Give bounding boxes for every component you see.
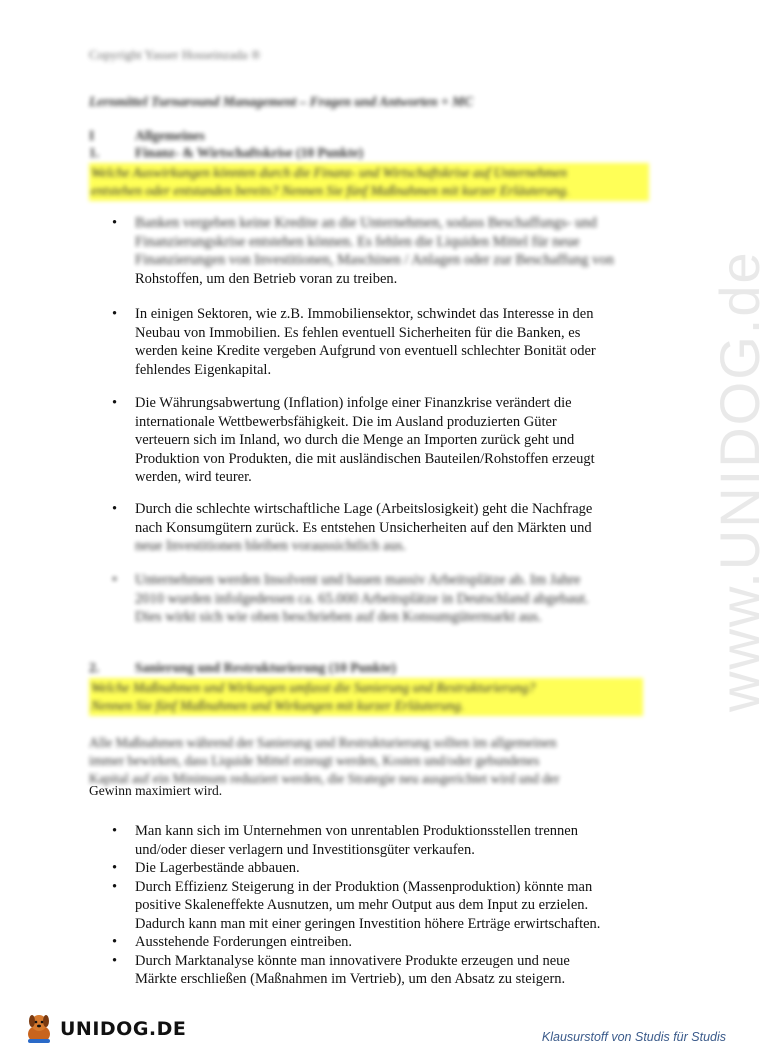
- list-item: [112, 305, 652, 379]
- question-line: Welche Auswirkungen könnten durch die Finanz- und Wirtschaftskrise auf Unternehmen: [91, 165, 568, 180]
- intro-line: Kapital auf ein Minimum reduziert werden, die Strategie neu ausgerichtet wird und der: [89, 771, 560, 786]
- section-roman-title: Allgemeines: [135, 128, 205, 143]
- bullet-line: Dadurch kann man mit einer geringen Investition höhere Erträge erwirtschaften.: [135, 915, 601, 932]
- unidog-logo[interactable]: [22, 1012, 186, 1046]
- section-1-bullets: [112, 305, 652, 379]
- question-line: Welche Maßnahmen und Wirkungen umfasst die Sanierung und Restrukturierung?: [91, 680, 536, 695]
- section-1-bullets: [112, 571, 652, 627]
- copyright-line: Copyright Yasser Hosseinzada ®: [89, 47, 261, 62]
- section-1-heading: [89, 145, 363, 161]
- list-item: [112, 500, 652, 556]
- bullet-line: Neubau von Immobilien. Es fehlen eventuell Sicherheiten für die Banken, es: [135, 324, 581, 341]
- bullet-line: Dies wirkt sich wie oben beschrieben auf den Konsumgütermarkt aus.: [135, 609, 542, 625]
- bullet-line: • Durch die schlechte wirtschaftliche Lage (Arbeitslosigkeit) geht die Nachfrage: [135, 501, 593, 517]
- section-1-bullets: [112, 500, 652, 556]
- bullet-line: Produktion von Produkten, die mit ausländischen Bauteilen/Rohstoffen erzeugt: [135, 450, 595, 467]
- section-2-number: 2.: [89, 660, 100, 675]
- intro-line: Gewinn maximiert wird.: [89, 783, 223, 798]
- bullet-line: und/oder dieser verlagern und Investitionsgüter verkaufen.: [135, 841, 475, 858]
- bullet-line: • Die Lagerbestände abbauen.: [135, 860, 300, 876]
- bullet-line: • Unternehmen werden Insolvent und bauen massiv Arbeitsplätze ab. Im Jahre: [135, 572, 581, 588]
- bullet-line: • Banken vergeben keine Kredite an die Unternehmen, sodass Beschaffungs- und: [135, 215, 597, 231]
- bullet-line: werden keine Kredite vergeben Aufgrund von eventuell schlechter Bonität oder: [135, 343, 596, 359]
- section-roman-heading: [89, 128, 205, 144]
- bullet-line: werden, wird teurer.: [135, 469, 252, 485]
- list-item: [112, 933, 652, 952]
- bullet-line: positive Skaleneffekte Ausnutzen, um mehr Output aus dem Input zu erzielen.: [135, 897, 589, 913]
- bullet-line: internationale Wettbewerbsfähigkeit. Die im Ausland produzierten Güter: [135, 413, 557, 430]
- bullet-line: • In einigen Sektoren, wie z.B. Immobiliensektor, schwindet das Interesse in den: [135, 306, 594, 322]
- bullet-line: Rohstoffen, um den Betrieb voran zu treiben.: [135, 270, 398, 287]
- intro-line: Alle Maßnahmen während der Sanierung und Restrukturierung sollten im allgemeinen: [89, 735, 557, 750]
- section-2-intro: [89, 734, 649, 800]
- bullet-line: • Die Währungsabwertung (Inflation) infolge einer Finanzkrise verändert die: [135, 395, 572, 411]
- section-2-question: [89, 678, 643, 716]
- list-item: [112, 571, 652, 627]
- question-line: entstehen oder entstanden bereits? Nennen Sie fünf Maßnahmen mit kurzer Erläuterung.: [91, 183, 570, 198]
- section-1-number: 1.: [89, 145, 100, 160]
- bullet-line: 2010 wurden infolgedessen ca. 65.000 Arbeitsplätze in Deutschland abgebaut.: [135, 590, 589, 607]
- bullet-line: • Durch Effizienz Steigerung in der Produktion (Massenproduktion) könnte man: [135, 878, 593, 895]
- bullet-line: fehlendes Eigenkapital.: [135, 361, 272, 378]
- section-1-bullets: [112, 214, 652, 288]
- bullet-line: verteuern sich im Inland, wo durch die Menge an Importen zurück geht und: [135, 432, 575, 448]
- bullet-line: • Durch Marktanalyse könnte man innovativere Produkte erzeugen und neue: [135, 952, 570, 969]
- watermark: www.UNIDOG.de: [708, 250, 771, 712]
- bullet-line: neue Investitionen bleiben voraussichtlich aus.: [135, 538, 406, 554]
- bullet-line: Märkte erschließen (Maßnahmen im Vertrieb), um den Absatz zu steigern.: [135, 971, 566, 987]
- footer-tagline: Klausurstoff von Studis für Studis: [541, 1030, 726, 1044]
- section-2-bullets: [112, 822, 652, 989]
- list-item: [112, 394, 652, 487]
- list-item: [112, 822, 652, 859]
- dog-mascot-icon: [22, 1012, 56, 1046]
- bullet-line: Finanzierungskrise entstehen können. Es fehlen die Liquiden Mittel für neue: [135, 233, 580, 250]
- section-roman-number: I: [89, 128, 95, 143]
- list-item: [112, 214, 652, 288]
- section-1-title: Finanz- & Wirtschaftskrise (10 Punkte): [135, 145, 364, 160]
- logo-text: UNIDOG.DE: [60, 1018, 187, 1040]
- section-1-bullets: [112, 394, 652, 487]
- bullet-line: nach Konsumgütern zurück. Es entstehen Unsicherheiten auf den Märkten und: [135, 519, 592, 536]
- section-2-heading: [89, 660, 396, 676]
- bullet-line: • Ausstehende Forderungen eintreiben.: [135, 934, 353, 950]
- list-item: [112, 859, 652, 878]
- question-line: Nennen Sie fünf Maßnahmen und Wirkungen mit kurzer Erläuterung.: [91, 698, 465, 713]
- intro-line: immer bewirken, dass Liquide Mittel erzeugt werden, Kosten und/oder gebundenes: [89, 753, 540, 768]
- section-1-question: [89, 163, 649, 201]
- section-2-title: Sanierung und Restrukturierung (10 Punkte): [135, 660, 397, 675]
- bullet-line: Finanzierungen von Investitionen, Maschinen / Anlagen oder zur Beschaffung von: [135, 252, 614, 268]
- bullet-line: • Man kann sich im Unternehmen von unrentablen Produktionsstellen trennen: [135, 823, 578, 839]
- list-item: [112, 952, 652, 989]
- document-title: Lernmittel Turnaround Management – Fragen und Antworten + MC: [89, 94, 474, 109]
- list-item: [112, 878, 652, 934]
